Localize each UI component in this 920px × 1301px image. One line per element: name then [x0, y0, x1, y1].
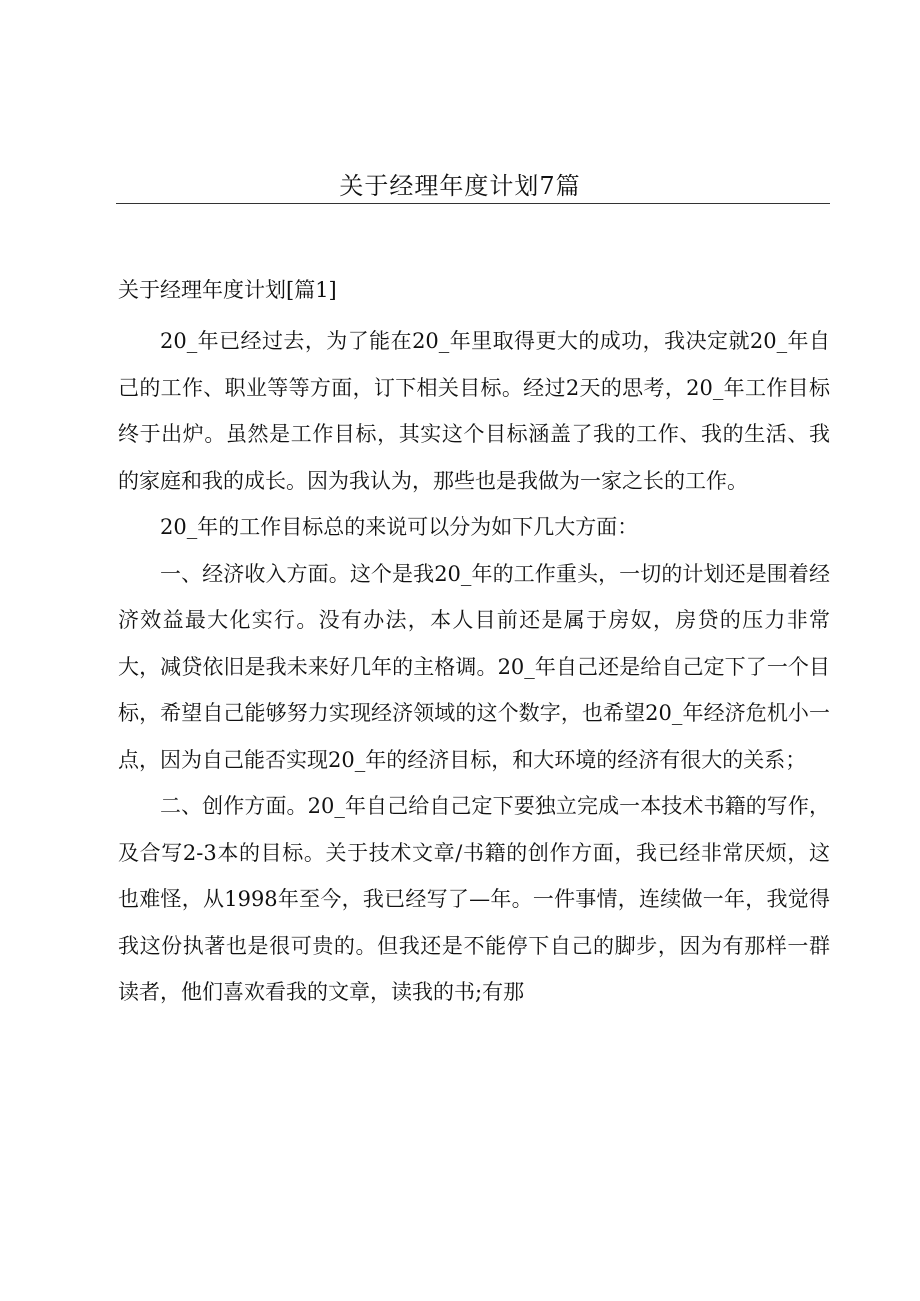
- paragraph-creation: 二、创作方面。20_年自己给自己定下要独立完成一本技术书籍的写作，及合写2-3本的目标。关于技术文章/书籍的创作方面，我已经非常厌烦，这也难怪，从1998年至今，我已经写了—年。一件事情，连续做一年，我觉得我这份执著也是很可贵的。但我还是不能停下自己的脚步，因为有那样一群读者，他们喜欢看我的文章，读我的书;有那: [118, 794, 830, 1004]
- paragraph-economic: 一、经济收入方面。这个是我20_年的工作重头，一切的计划还是围着经济效益最大化实行。没有办法，本人目前还是属于房奴，房贷的压力非常大，减贷依旧是我未来好几年的主格调。20_年自己还是给自己定下了一个目标，希望自己能够努力实现经济领域的这个数字，也希望20_年经济危机小一点，因为自己能否实现20_年的经济目标，和大环境的经济有很大的关系；: [118, 561, 830, 772]
- paragraph-intro: 20_年已经过去，为了能在20_年里取得更大的成功，我决定就20_年自己的工作、职业等等方面，订下相关目标。经过2天的思考，20_年工作目标终于出炉。虽然是工作目标，其实这个目标涵盖了我的工作、我的生活、我的家庭和我的成长。因为我认为，那些也是我做为一家之长的工作。: [118, 329, 830, 493]
- paragraph-overview: 20_年的工作目标总的来说可以分为如下几大方面：: [160, 515, 639, 539]
- title-underline: [116, 203, 830, 204]
- document-title: 关于经理年度计划7篇: [339, 172, 581, 200]
- section-heading: 关于经理年度计划[篇1]: [118, 278, 337, 302]
- document-body: [118, 318, 830, 1016]
